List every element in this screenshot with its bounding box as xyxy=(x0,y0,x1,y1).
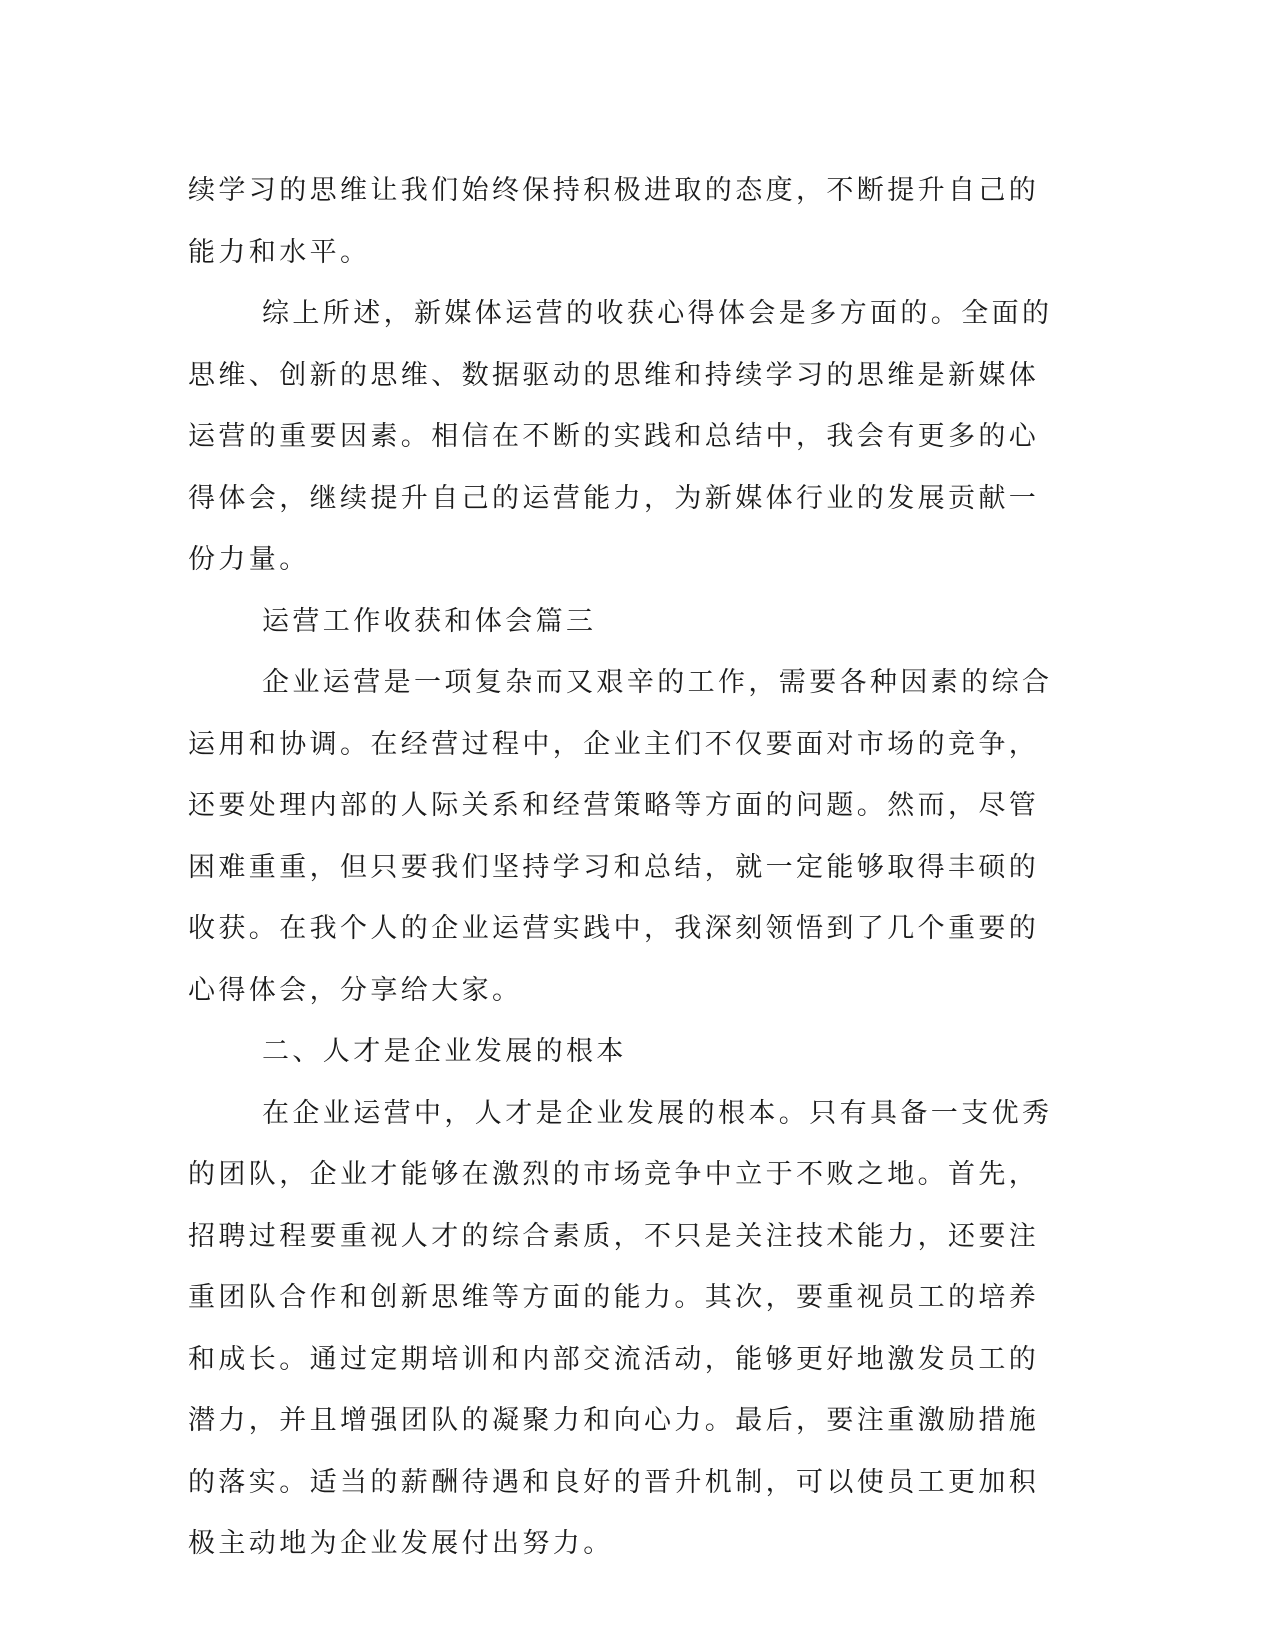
section-heading: 运营工作收获和体会篇三 xyxy=(262,605,597,637)
paragraph-summary: 综上所述，新媒体运营的收获心得体会是多方面的。全面的思维、创新的思维、数据驱动的思维和持续学习的思维是新媒体运营的重要因素。相信在不断的实践和总结中，我会有更多的心得体会，继续提升自己的运营能力，为新媒体行业的发展贡献一份力量。 xyxy=(188,298,1053,575)
paragraph-intro: 企业运营是一项复杂而又艰辛的工作，需要各种因素的综合运用和协调。在经营过程中，企业主们不仅要面对市场的竞争，还要处理内部的人际关系和经营策略等方面的问题。然而，尽管困难重重，但只要我们坚持学习和总结，就一定能够取得丰硕的收获。在我个人的企业运营实践中，我深刻领悟到了几个重要的心得体会，分享给大家。 xyxy=(188,667,1053,1006)
document-body xyxy=(188,160,1068,1575)
subsection-heading: 二、人才是企业发展的根本 xyxy=(262,1036,627,1067)
paragraph-talent: 在企业运营中，人才是企业发展的根本。只有具备一支优秀的团队，企业才能够在激烈的市场竞争中立于不败之地。首先，招聘过程要重视人才的综合素质，不只是关注技术能力，还要注重团队合作和创新思维等方面的能力。其次，要重视员工的培养和成长。通过定期培训和内部交流活动，能够更好地激发员工的潜力，并且增强团队的凝聚力和向心力。最后，要注重激励措施的落实。适当的薪酬待遇和良好的晋升机制，可以使员工更加积极主动地为企业发展付出努力。 xyxy=(188,1097,1053,1559)
paragraph-continuation: 续学习的思维让我们始终保持积极进取的态度，不断提升自己的能力和水平。 xyxy=(188,175,1040,268)
